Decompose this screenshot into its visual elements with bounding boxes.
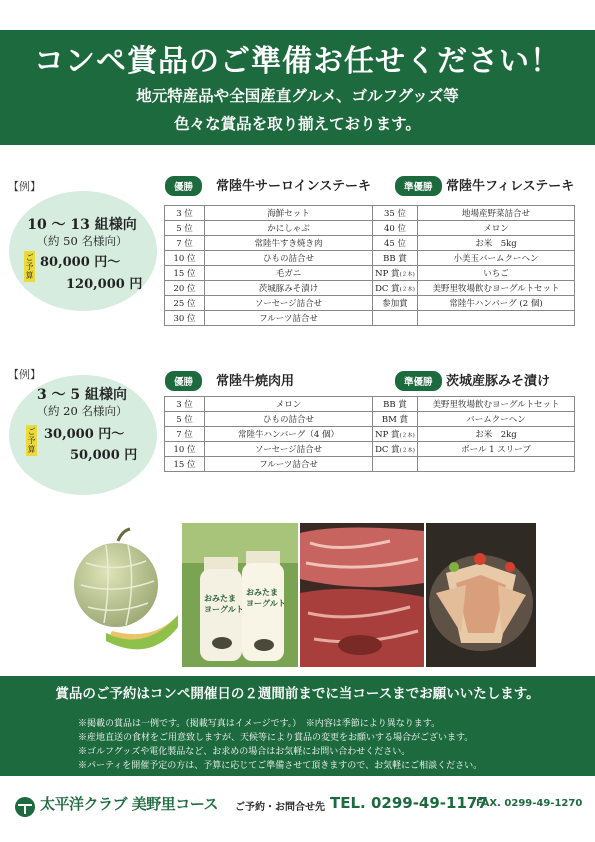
award-cell	[373, 457, 418, 472]
example-2-runnerup-badge: 準優勝	[395, 371, 442, 391]
award-prize-cell: いちご	[418, 266, 575, 281]
award-prize-cell: 美野里牧場飲むヨーグルトセット	[418, 397, 575, 412]
award-prize-cell: 常陸牛ハンバーグ (2 個)	[418, 296, 575, 311]
note-1: ※掲載の賞品は一例です。（掲載写真はイメージです。） ※内容は季節により異なります。	[78, 719, 441, 729]
banner-subtitle-1: 地元特産品や全国産直グルメ、ゴルフグッズ等	[136, 86, 459, 105]
prize-row	[165, 412, 575, 427]
note-2: ※産地直送の食材をご用意致しますが、天候等により賞品の変更をお願いする場合がございます。	[78, 733, 474, 743]
banner-subtitle-2: 色々な賞品を取り揃えております。	[174, 114, 421, 133]
rank-cell: 5 位	[165, 221, 205, 236]
reservation-notice: 賞品のご予約はコンペ開催日の２週間前までに当コースまでお願いいたします。	[55, 686, 540, 702]
example-1-prize-table	[164, 205, 575, 326]
rank-cell: 15 位	[165, 457, 205, 472]
prize-cell: ひもの詰合せ	[205, 251, 373, 266]
prize-cell: ソーセージ詰合せ	[205, 296, 373, 311]
count-mark: (２本)	[399, 448, 415, 454]
prize-cell: メロン	[205, 397, 373, 412]
prize-row	[165, 427, 575, 442]
rank-cell: 10 位	[165, 251, 205, 266]
award-cell: BB 賞	[373, 397, 418, 412]
example-1-label: 【例】	[8, 180, 41, 193]
rank-cell: 20 位	[165, 281, 205, 296]
count-mark: (２本)	[399, 272, 415, 278]
award-cell: BM 賞	[373, 412, 418, 427]
example-2-budget-tag: ご予算	[27, 427, 36, 454]
rank-cell: 10 位	[165, 442, 205, 457]
banner-title: コンペ賞品のご準備お任せください！	[34, 44, 561, 79]
prize-cell: 常陸牛ハンバーグ（4 個）	[205, 427, 373, 442]
prize-cell: フルーツ詰合せ	[205, 311, 373, 326]
prize-row	[165, 457, 575, 472]
count-mark: (２本)	[399, 433, 415, 439]
example-1-runnerup-badge: 準優勝	[395, 176, 442, 196]
prize-cell: 毛ガニ	[205, 266, 373, 281]
rank-cell: 30 位	[165, 311, 205, 326]
prize-cell: 茨城豚みそ漬け	[205, 281, 373, 296]
award-cell: 40 位	[373, 221, 418, 236]
prize-row	[165, 266, 575, 281]
example-2-groups: 3 ～ 5 組様向	[36, 387, 128, 403]
rank-cell: 3 位	[165, 397, 205, 412]
yogurt-photo	[182, 523, 298, 667]
prize-row	[165, 281, 575, 296]
award-prize-cell	[418, 457, 575, 472]
rank-cell: 25 位	[165, 296, 205, 311]
prize-cell: ソーセージ詰合せ	[205, 442, 373, 457]
example-1-groups: 10 ～ 13 組様向	[27, 217, 137, 233]
award-prize-cell: 美野里牧場飲むヨーグルトセット	[418, 281, 575, 296]
club-logo-icon	[14, 796, 36, 822]
prize-cell: 海鮮セット	[205, 206, 373, 221]
prize-row	[165, 442, 575, 457]
melon-photo	[66, 523, 180, 667]
example-2-price-from: 30,000 円～	[44, 427, 125, 442]
example-1-runnerup-prize: 常陸牛フィレステーキ	[446, 179, 575, 194]
notice-band	[0, 676, 595, 776]
prize-row	[165, 251, 575, 266]
award-cell: 45 位	[373, 236, 418, 251]
club-name: 太平洋クラブ 美野里コース	[40, 795, 218, 813]
example-2-label: 【例】	[8, 368, 41, 381]
award-cell: DC 賞(２本)	[373, 281, 418, 296]
award-cell: 35 位	[373, 206, 418, 221]
example-1-winner-badge: 優勝	[165, 176, 202, 196]
rank-cell: 7 位	[165, 427, 205, 442]
example-1-price-to: 120,000 円	[66, 277, 143, 292]
example-1-budget-tag: ご予算	[25, 253, 34, 280]
award-prize-cell: 小美玉バームクーヘン	[418, 251, 575, 266]
phone-number: TEL. 0299-49-1177	[330, 794, 488, 812]
award-prize-cell: お米 2kg	[418, 427, 575, 442]
example-2-winner-badge: 優勝	[165, 371, 202, 391]
prize-cell: 常陸牛すき焼き肉	[205, 236, 373, 251]
count-mark: (２本)	[399, 287, 415, 293]
prize-row	[165, 311, 575, 326]
prize-row	[165, 206, 575, 221]
example-1-people: （約 50 名様向）	[36, 234, 128, 248]
example-2-runnerup-prize: 茨城産豚みそ漬け	[446, 374, 551, 389]
award-prize-cell: メロン	[418, 221, 575, 236]
prize-cell: かにしゃぶ	[205, 221, 373, 236]
rank-cell: 7 位	[165, 236, 205, 251]
award-cell: 参加賞	[373, 296, 418, 311]
contact-label: ご予約・お問合せ先	[235, 802, 325, 813]
fax-number: FAX. 0299-49-1270	[476, 798, 583, 809]
award-prize-cell: ボール 1 スリーブ	[418, 442, 575, 457]
award-cell: DC 賞(２本)	[373, 442, 418, 457]
prize-row	[165, 236, 575, 251]
rank-cell: 3 位	[165, 206, 205, 221]
award-cell: BB 賞	[373, 251, 418, 266]
award-prize-cell	[418, 311, 575, 326]
award-prize-cell: バームクーヘン	[418, 412, 575, 427]
prize-row	[165, 397, 575, 412]
prize-row	[165, 296, 575, 311]
award-prize-cell: 地場産野菜詰合せ	[418, 206, 575, 221]
example-2-prize-table	[164, 396, 575, 472]
award-cell	[373, 311, 418, 326]
yogurt-label-left: おみたま ヨーグルト	[204, 593, 244, 614]
example-1-winner-prize: 常陸牛サーロインステーキ	[216, 179, 371, 194]
award-prize-cell: お米 5kg	[418, 236, 575, 251]
award-cell: NP 賞(２本)	[373, 427, 418, 442]
example-2-people: （約 20 名様向）	[36, 404, 128, 418]
note-3: ※ゴルフグッズや電化製品など、お求めの場合はお気軽にお問い合わせください。	[78, 747, 411, 757]
example-2-winner-prize: 常陸牛焼肉用	[216, 374, 295, 389]
rank-cell: 15 位	[165, 266, 205, 281]
example-1-price-from: 80,000 円～	[40, 255, 121, 270]
prize-cell: フルーツ詰合せ	[205, 457, 373, 472]
beef-photo	[300, 523, 424, 667]
yogurt-label-right: おみたま ヨーグルト	[246, 587, 286, 608]
prize-row	[165, 221, 575, 236]
note-4: ※パーティを開催予定の方は、予算に応じてご準備させて頂きますので、お気軽にご相談ください。	[78, 761, 483, 771]
top-banner	[0, 30, 595, 145]
dried-fish-photo	[426, 523, 536, 667]
award-cell: NP 賞(２本)	[373, 266, 418, 281]
rank-cell: 5 位	[165, 412, 205, 427]
example-2-price-to: 50,000 円	[70, 448, 138, 463]
prize-cell: ひもの詰合せ	[205, 412, 373, 427]
